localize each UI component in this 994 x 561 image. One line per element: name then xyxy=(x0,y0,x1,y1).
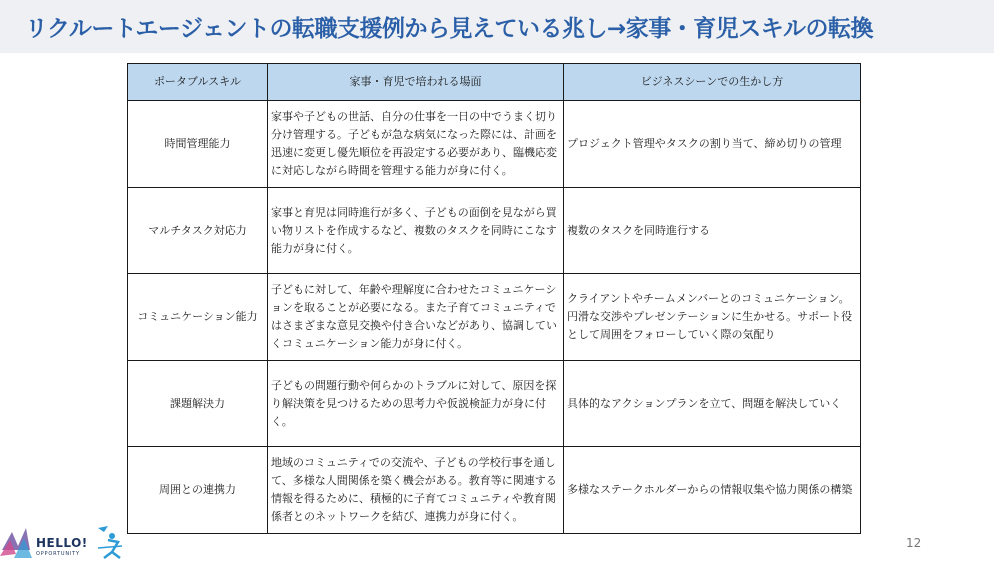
table-row xyxy=(128,447,861,534)
skill-cell: コミュニケーション能力 xyxy=(128,274,268,361)
home-scene-cell: 子どもに対して、年齢や理解度に合わせたコミュニケーションを取ることが必要になる。また子育てコミュニティではさまざまな意見交換や付き合いなどがあり、協調していくコミュニケーション能力が身に付く。 xyxy=(268,274,564,361)
table-row xyxy=(128,101,861,188)
table-header-row xyxy=(128,64,861,101)
skill-cell: マルチタスク対応力 xyxy=(128,188,268,274)
home-scene-cell: 地域のコミュニティでの交流や、子どもの学校行事を通して、多様な人間関係を築く機会がある。教育等に関連する情報を得るために、積極的に子育てコミュニティや教育関係者とのネットワークを結び、連携力が身に付く。 xyxy=(268,447,564,534)
business-use-cell: 具体的なアクションプランを立て、問題を解決していく xyxy=(564,361,861,447)
home-scene-cell: 家事と育児は同時進行が多く、子どもの面倒を見ながら買い物リストを作成するなど、複数のタスクを同時にこなす能力が身に付く。 xyxy=(268,188,564,274)
page-number: 12 xyxy=(906,536,922,550)
business-use-cell: 複数のタスクを同時進行する xyxy=(564,188,861,274)
header-business-use: ビジネスシーンでの生かし方 xyxy=(564,64,861,101)
table-row xyxy=(128,188,861,274)
skill-cell: 時間管理能力 xyxy=(128,101,268,188)
logo-subtext: OPPORTUNITY xyxy=(36,551,80,557)
skill-cell: 周囲との連携力 xyxy=(128,447,268,534)
header-portable-skill: ポータブルスキル xyxy=(128,64,268,101)
business-use-cell: 多様なステークホルダーからの情報収集や協力関係の構築 xyxy=(564,447,861,534)
page-title: リクルートエージェントの転職支援例から見えている兆し→家事・育児スキルの転換 xyxy=(25,16,874,42)
header-home-scene: 家事・育児で培われる場面 xyxy=(268,64,564,101)
table-row xyxy=(128,361,861,447)
skill-cell: 課題解決力 xyxy=(128,361,268,447)
home-scene-cell: 子どもの問題行動や何らかのトラブルに対して、原因を探り解決策を見つけるための思考力や仮説検証力が身に付く。 xyxy=(268,361,564,447)
business-use-cell: クライアントやチームメンバーとのコミュニケーション。円滑な交渉やプレゼンテーションに生かせる。サポート役として周囲をフォローしていく際の気配り xyxy=(564,274,861,361)
home-scene-cell: 家事や子どもの世話、自分の仕事を一日の中でうまく切り分け管理する。子どもが急な病気になった際には、計画を迅速に変更し優先順位を再設定する必要があり、臨機応変に対応しながら時間を管理する能力が身に付く。 xyxy=(268,101,564,188)
business-use-cell: プロジェクト管理やタスクの割り当て、締め切りの管理 xyxy=(564,101,861,188)
table-row xyxy=(128,274,861,361)
skills-table xyxy=(127,63,861,534)
logo-text: HELLO! xyxy=(36,536,88,550)
